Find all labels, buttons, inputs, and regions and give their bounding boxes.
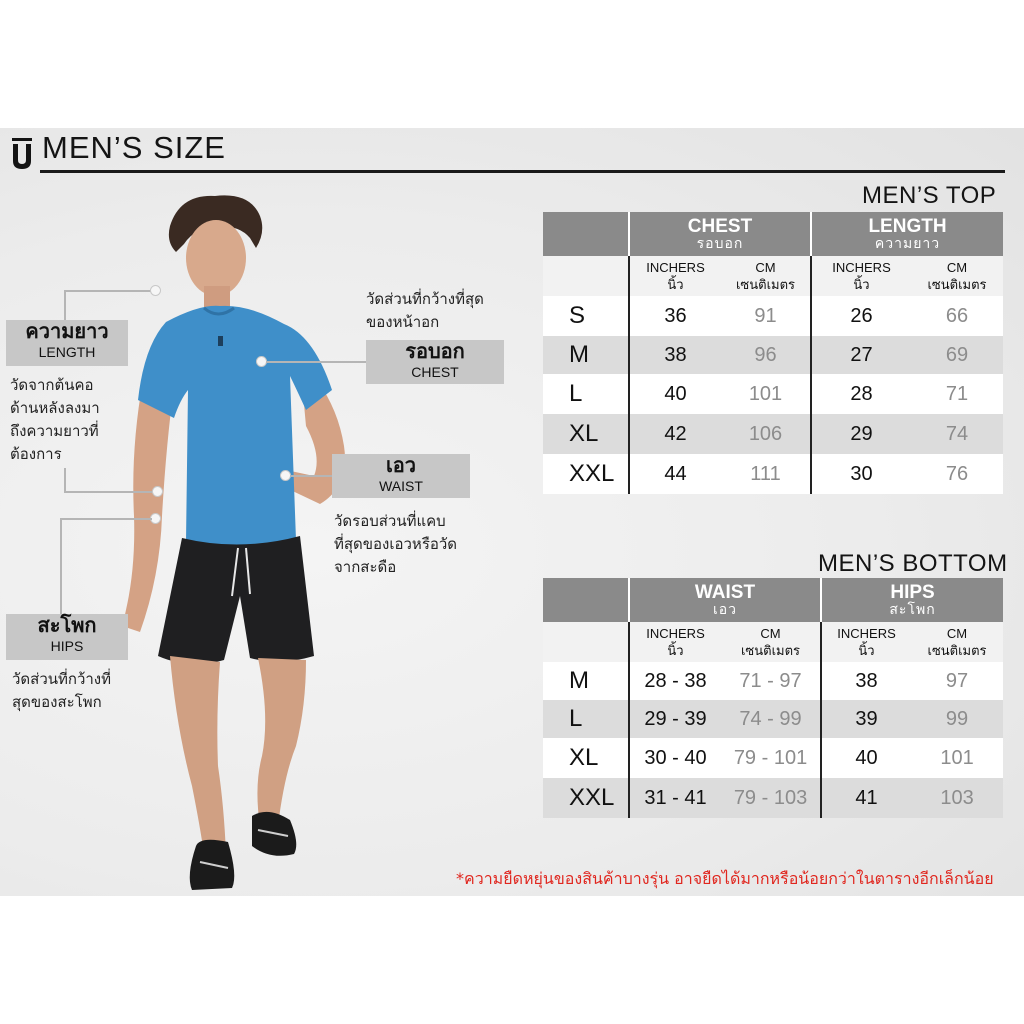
size-chart-canvas <box>0 128 1024 896</box>
title-rule <box>40 170 1005 173</box>
unit-header: CM เซนติเมตร <box>721 256 811 296</box>
length-bottom-marker <box>152 486 163 497</box>
table-corner-sub <box>543 256 629 296</box>
hips-guide-top <box>60 518 152 520</box>
length-note: วัดจากต้นคอ ด้านหลังลงมา ถึงความยาวที่ ต้องการ <box>10 376 100 463</box>
unit-header: CM เซนติเมตร <box>911 256 1003 296</box>
length-label <box>6 320 128 366</box>
table-corner <box>543 578 629 622</box>
bottom-size-table <box>543 578 1003 818</box>
table-row: L 40 101 28 71 <box>543 374 1003 414</box>
length-label-en: LENGTH <box>38 344 96 360</box>
table-row: XXL 44 111 30 76 <box>543 454 1003 494</box>
length-label-th: ความยาว <box>25 321 109 343</box>
unit-header: INCHERS นิ้ว <box>629 622 721 662</box>
table-row: XXL 31 - 41 79 - 103 41 103 <box>543 778 1003 818</box>
hips-note: วัดส่วนที่กว้างที่ สุดของสะโพก <box>12 670 112 711</box>
waist-note: วัดรอบส่วนที่แคบ ที่สุดของเอวหรือวัด จากสะดือ <box>334 512 458 576</box>
waist-label-th: เอว <box>385 455 417 477</box>
hips-label <box>6 614 128 660</box>
length-guide-left-top <box>64 290 66 320</box>
column-group-hips: HIPS สะโพก <box>821 578 1003 622</box>
bottom-table-title: MEN’S BOTTOM <box>818 550 1008 577</box>
table-row: XL 42 106 29 74 <box>543 414 1003 454</box>
length-guide-bottom <box>64 491 156 493</box>
table-row: M 38 96 27 69 <box>543 336 1003 374</box>
unit-header: INCHERS นิ้ว <box>821 622 911 662</box>
column-group-chest: CHEST รอบอก <box>629 212 811 256</box>
unit-header: INCHERS นิ้ว <box>811 256 911 296</box>
unit-header: INCHERS นิ้ว <box>629 256 721 296</box>
top-table-title: MEN’S TOP <box>862 182 997 209</box>
table-row: S 36 91 26 66 <box>543 296 1003 336</box>
table-corner-sub <box>543 622 629 662</box>
top-size-table <box>543 212 1003 494</box>
table-corner <box>543 212 629 256</box>
column-group-waist: WAIST เอว <box>629 578 821 622</box>
chest-guide <box>266 361 366 363</box>
unit-header: CM เซนติเมตร <box>721 622 821 662</box>
chest-label-en: CHEST <box>411 364 459 380</box>
length-guide-top <box>64 290 154 292</box>
waist-label-en: WAIST <box>379 478 423 494</box>
length-top-marker <box>150 285 161 296</box>
stretch-footnote: *ความยืดหยุ่นของสินค้าบางรุ่น อาจยืดได้มากหรือน้อยกว่าในตารางอีกเล็กน้อย <box>456 869 994 888</box>
u-logo-icon <box>12 138 32 170</box>
hips-label-th: สะโพก <box>37 615 97 637</box>
table-row: M 28 - 38 71 - 97 38 97 <box>543 662 1003 700</box>
length-guide-left-bottom <box>64 468 66 492</box>
waist-label <box>332 454 470 498</box>
page-title: MEN’S SIZE <box>42 130 226 165</box>
column-group-length: LENGTH ความยาว <box>811 212 1003 256</box>
chest-label-th: รอบอก <box>405 341 465 363</box>
table-row: XL 30 - 40 79 - 101 40 101 <box>543 738 1003 778</box>
table-row: L 29 - 39 74 - 99 39 99 <box>543 700 1003 738</box>
hips-guide-left <box>60 518 62 614</box>
chest-note: วัดส่วนที่กว้างที่สุด ของหน้าอก <box>366 290 484 331</box>
chest-label <box>366 340 504 384</box>
unit-header: CM เซนติเมตร <box>911 622 1003 662</box>
waist-guide <box>290 475 332 477</box>
hips-label-en: HIPS <box>50 638 84 654</box>
